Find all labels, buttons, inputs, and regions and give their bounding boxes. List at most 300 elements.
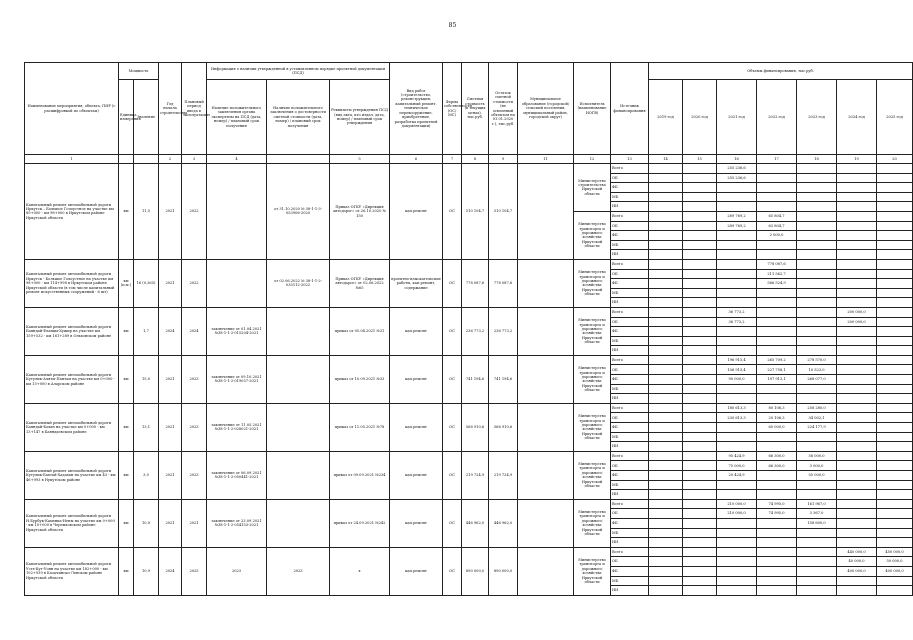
source-label: ФБ [611,423,649,433]
funding-value [649,394,683,404]
work-type: кап.ремонт [390,307,443,355]
column-number-cell: 3 [182,155,207,164]
funding-value [649,538,683,548]
funding-value [683,221,717,231]
funding-value [683,375,717,385]
funding-value [877,211,913,221]
funding-value [877,250,913,260]
source-label: ИИ [611,394,649,404]
funding-value [837,499,877,509]
funding-value [649,471,683,481]
funding-value [717,557,757,567]
funding-value [837,384,877,394]
funding-value [757,566,797,576]
object-name: Капитальный ремонт автомобильной дороги Кутулик-Бахтай-Хадахан на участке км 43 - км 46+993 в Нукутском районе [25,451,119,499]
funding-value: 50 000,0 [877,557,913,567]
funding-value [837,432,877,442]
funding-value [649,490,683,500]
capacity-unit: км (п.м.) [119,259,134,307]
funding-value [757,250,797,260]
funding-value [683,259,717,269]
source-label: Всего [611,499,649,509]
hdr-approval-details: Реквизиты утверждения ПСД (вид акта, кто издал, дата, номер) / плановый срок утверждения [330,80,390,155]
ownership-form: ОС [443,259,462,307]
funding-value [683,173,717,183]
hdr-year-end: Плановый период ввода в эксплуатацию [182,63,207,155]
municipality-cell [518,547,574,595]
column-number-cell: 4 [207,155,267,164]
funding-value [837,164,877,174]
funding-value [757,288,797,298]
funding-value [717,183,757,193]
positive-conclusion: заключение от 01.04.2021 №38-1-1-2-015204-2021 [207,307,267,355]
approval-details: х [330,547,390,595]
funding-value [649,528,683,538]
funding-value [649,164,683,174]
funding-value [837,403,877,413]
funding-value [649,211,683,221]
column-number-cell: 5 [330,155,390,164]
funding-value [837,451,877,461]
funding-value [649,221,683,231]
source-label: МБ [611,192,649,202]
funding-value [649,499,683,509]
funding-value [683,269,717,279]
capacity-value: 3,0 [134,451,159,499]
year-end: 2021 [182,499,207,547]
capacity-unit: км [119,355,134,403]
capacity-unit: км [119,451,134,499]
column-number-cell: 15 [683,155,717,164]
funding-value: 65 804,7 [757,211,797,221]
funding-value [717,547,757,557]
hdr-value: Значение [134,80,159,155]
remaining-cost: 219 724,9 [489,451,518,499]
object-name: Капитальный ремонт автомобильной дороги Иркутск – Большое Голоустное на участке км 89+000 - км 98+000 в Иркутском районе Иркутской области [25,164,119,260]
funding-value [837,211,877,221]
source-label: МБ [611,240,649,250]
funding-value [683,576,717,586]
funding-value: 161 967,0 [797,499,837,509]
funding-value [717,394,757,404]
ownership-form: ОС [443,547,462,595]
table-row [25,164,913,174]
source-label: ОБ [611,269,649,279]
funding-value: 400 000,0 [837,566,877,576]
funding-value: 20 106,3 [757,413,797,423]
year-end: 2022 [182,164,207,260]
ownership-form: ОС [443,451,462,499]
funding-value [877,442,913,452]
funding-value [837,298,877,308]
capacity-unit: км [119,547,134,595]
funding-value [877,538,913,548]
funding-value [877,192,913,202]
funding-value [649,231,683,241]
funding-value: 289 769,2 [717,211,757,221]
source-label: Всего [611,451,649,461]
funding-value [649,346,683,356]
work-type: кап.ремонт [390,164,443,260]
funding-value [797,576,837,586]
funding-value [649,202,683,212]
funding-value [797,288,837,298]
funding-value [757,394,797,404]
column-number-cell: 19 [837,155,877,164]
funding-value [757,307,797,317]
remaining-cost: 568 910,6 [489,403,518,451]
funding-value [649,566,683,576]
hdr-name: Наименование мероприятия, объекта, ПИР (с расшифровкой по объектам) [25,63,119,155]
funding-value [757,547,797,557]
funding-value [683,518,717,528]
funding-value [797,173,837,183]
funding-value [683,547,717,557]
funding-value: 20 424,9 [717,471,757,481]
funding-value [683,384,717,394]
funding-value [797,250,837,260]
funding-value [683,509,717,519]
work-type: проектно-изыскательские работы, кап.ремонт, содержание [390,259,443,307]
funding-value [683,403,717,413]
funding-value [837,461,877,471]
funding-value: 95 424,9 [717,451,757,461]
funding-value [683,336,717,346]
source-label: ОБ [611,173,649,183]
funding-value [837,423,877,433]
funding-value [877,259,913,269]
funding-value [837,375,877,385]
funding-value: 196 915,4 [717,355,757,365]
funding-value [877,288,913,298]
source-label: МБ [611,576,649,586]
funding-value [837,518,877,528]
funding-value [649,451,683,461]
object-name: Капитальный ремонт автомобильной дороги Кутулик-Аляты-Пантам на участке км 0+000 - км 15+000 в Аларском районе [25,355,119,403]
capacity-value: 16 (0,365) [134,259,159,307]
source-label: ОБ [611,461,649,471]
funding-value [797,442,837,452]
hdr-project-doc: Информация о наличии утвержденной в установленном порядке проектной документации (ПСД) [207,63,390,80]
funding-value [797,566,837,576]
source-label: ОБ [611,317,649,327]
column-number-cell: 12 [574,155,611,164]
funding-value [649,461,683,471]
funding-value [683,538,717,548]
funding-value [649,576,683,586]
year-start: 2021 [159,499,182,547]
funding-value [683,355,717,365]
funding-value [877,375,913,385]
funding-value [717,298,757,308]
estimated-cost: 446 962,0 [462,499,489,547]
hdr-work-type: Вид работ (строительство, реконструкция, капитальный ремонт, техническое перевооружение, приобретение, разработка проектной документации) [390,63,443,155]
funding-value: 197 913,1 [757,375,797,385]
source-label: ФБ [611,471,649,481]
funding-value [837,528,877,538]
funding-value [837,327,877,337]
executor-cell: Министерство транспорта и дорожного хозяйства Иркутской области [574,403,611,451]
source-label: МБ [611,336,649,346]
positive-conclusion [207,259,267,307]
hdr-year-2022: 2022 год [757,80,797,155]
executor-cell: Министерство строительства Иркутской области [574,164,611,212]
year-start: 2021 [159,164,182,260]
source-label: ИИ [611,298,649,308]
funding-value [649,288,683,298]
funding-value: 74 995,0 [757,509,797,519]
funding-value [717,240,757,250]
table-row [25,307,913,317]
municipality-cell [518,499,574,547]
funding-value [837,173,877,183]
executor-cell: Министерство транспорта и дорожного хозяйства Иркутской области [574,355,611,403]
source-label: МБ [611,288,649,298]
year-start: 2021 [159,259,182,307]
funding-value [877,518,913,528]
capacity-unit: км [119,307,134,355]
funding-value [877,307,913,317]
capacity-value: 10,9 [134,547,159,595]
capacity-value: 13,1 [134,403,159,451]
funding-value [757,384,797,394]
funding-value [797,384,837,394]
funding-value [717,442,757,452]
capacity-unit: км [119,499,134,547]
funding-value [837,586,877,596]
column-number-cell: 8 [462,155,489,164]
approval-details: приказ от 10.09.2021 №33 [330,355,390,403]
object-name: Капитальный ремонт автомобильной дороги Н.Бурбук-Каменка-Нены на участке км 0+000 - км 10+000 в Черемховском районе Иркутской области [25,499,119,547]
funding-value [877,231,913,241]
hdr-executor: Исполнитель (наименование ИОГВ) [574,63,611,155]
estimated-cost: 219 724,9 [462,451,489,499]
source-label: ИИ [611,250,649,260]
funding-value [649,432,683,442]
funding-value [837,202,877,212]
work-type: кап.ремонт [390,403,443,451]
funding-value [683,365,717,375]
reliability-conclusion [267,355,330,403]
funding-value [683,307,717,317]
funding-value [837,240,877,250]
estimated-cost: 778 087,6 [462,259,489,307]
funding-value [717,432,757,442]
funding-value: 289 769,2 [717,221,757,231]
funding-value: 268 077,0 [797,375,837,385]
approval-details: приказ от 09.09.2021 №234 [330,451,390,499]
funding-value [837,538,877,548]
funding-value [757,490,797,500]
source-label: ИИ [611,538,649,548]
funding-value [837,269,877,279]
year-start: 2021 [159,451,182,499]
funding-value [683,451,717,461]
hdr-year-2024: 2024 год [837,80,877,155]
funding-value [757,173,797,183]
column-number-cell: 17 [757,155,797,164]
funding-value [877,509,913,519]
funding-value [683,557,717,567]
funding-value [757,298,797,308]
source-label: Всего [611,211,649,221]
reliability-conclusion [267,307,330,355]
funding-value [877,317,913,327]
funding-value [717,231,757,241]
funding-value [837,480,877,490]
column-number-row [25,155,913,164]
funding-value [649,298,683,308]
funding-value [683,164,717,174]
funding-value [797,432,837,442]
funding-value [877,394,913,404]
capacity-unit: км [119,164,134,260]
source-label: ФБ [611,566,649,576]
funding-value [757,346,797,356]
source-label: ИИ [611,202,649,212]
hdr-year-2023: 2023 год [797,80,837,155]
funding-value [837,509,877,519]
municipality-cell [518,307,574,355]
funding-value: 3 000,0 [797,461,837,471]
funding-value [717,538,757,548]
remaining-cost: 446 962,0 [489,499,518,547]
column-number-cell: 20 [877,155,913,164]
funding-value [649,279,683,289]
funding-value [877,576,913,586]
funding-value [649,240,683,250]
funding-value [683,231,717,241]
funding-value [717,259,757,269]
municipality-cell [518,259,574,307]
hdr-source: Источник финансирования [611,63,649,155]
funding-value: 258 280,0 [797,403,837,413]
object-name: Капитальный ремонт автомобильной дороги Иркутск - Большое Голоустное на участке км 98+000 - км 114+998 в Иркутском районе Иркутской области (в том числе капитальный ремонт искусственных сооружений - 6 шт) [25,259,119,307]
funding-value [797,221,837,231]
funding-value [649,403,683,413]
funding-value [757,557,797,567]
reliability-conclusion: от 02.06.2022 № 38-1-1-2-035112-2022 [267,259,330,307]
estimated-cost: 236 773,2 [462,307,489,355]
hdr-year-2019: 2019 год [649,80,683,155]
funding-value [683,528,717,538]
funding-value [877,183,913,193]
work-type: кап.ремонт [390,547,443,595]
funding-value [877,173,913,183]
year-end: 2023 [182,451,207,499]
year-end: 2023 [182,355,207,403]
executor-cell: Министерство транспорта и дорожного хозяйства Иркутской области [574,307,611,355]
column-number-cell [119,155,134,164]
capacity-value: 15,0 [134,355,159,403]
approval-details: приказ от 05.04.2021 №31 [330,307,390,355]
funding-value [797,164,837,174]
funding-value: 227 758,1 [757,365,797,375]
column-number-cell: 13 [611,155,649,164]
funding-value: 60 000,0 [757,423,797,433]
funding-value [797,202,837,212]
funding-value [797,394,837,404]
funding-value [877,461,913,471]
funding-value [877,240,913,250]
funding-value [877,471,913,481]
funding-value [717,480,757,490]
source-label: Всего [611,164,649,174]
funding-value [649,173,683,183]
positive-conclusion: 2023 [207,547,267,595]
funding-value [683,480,717,490]
funding-value [717,518,757,528]
funding-value [837,221,877,231]
funding-value: 566 524,9 [757,279,797,289]
source-label: ФБ [611,183,649,193]
funding-value [683,490,717,500]
funding-value [649,547,683,557]
work-type: кап.ремонт [390,451,443,499]
funding-value [877,298,913,308]
funding-value [757,336,797,346]
funding-value [649,509,683,519]
funding-value [649,557,683,567]
funding-value: 180 613,3 [717,403,757,413]
funding-value [797,183,837,193]
source-label: ФБ [611,231,649,241]
funding-value: 450 000,0 [877,547,913,557]
funding-value: 200 000,0 [837,317,877,327]
table-row [25,259,913,269]
funding-value [683,566,717,576]
approval-details: приказ от 11.05.2021 №78 [330,403,390,451]
funding-value [683,442,717,452]
work-type: кап.ремонт [390,499,443,547]
funding-value: 66 300,0 [757,461,797,471]
funding-value [797,586,837,596]
column-number-cell: 6 [390,155,443,164]
reliability-conclusion [267,403,330,451]
funding-value [877,279,913,289]
column-number-cell: 9 [489,155,518,164]
funding-value [717,384,757,394]
source-label: МБ [611,480,649,490]
hdr-remaining-cost: Остаток сметной стоимости (не освоенный объектом на 01.01.2020 г.), тыс.руб. [489,63,518,155]
positive-conclusion: заключение от 11.05.2021 №38-1-1-2-028021-2021 [207,403,267,451]
funding-value [757,528,797,538]
funding-value: 3 367,0 [797,509,837,519]
funding-value [683,432,717,442]
municipality-cell [518,403,574,451]
funding-value [797,269,837,279]
funding-value [649,442,683,452]
executor-cell: Министерство транспорта и дорожного хозяйства Иркутской области [574,451,611,499]
funding-value [757,240,797,250]
column-number-cell: 16 [717,155,757,164]
ownership-form: ОС [443,355,462,403]
funding-value [877,413,913,423]
source-label: ФБ [611,279,649,289]
funding-value [837,442,877,452]
funding-value [649,384,683,394]
funding-value [757,518,797,528]
source-label: Всего [611,403,649,413]
funding-value [837,250,877,260]
work-type: кап.ремонт [390,355,443,403]
hdr-municipality: Муниципальное образование (городской/сельский поселения, муниципальный район, городской округ) [518,63,574,155]
funding-value [837,394,877,404]
source-label: ИИ [611,442,649,452]
source-label: ФБ [611,375,649,385]
funding-value [683,211,717,221]
source-label: МБ [611,528,649,538]
